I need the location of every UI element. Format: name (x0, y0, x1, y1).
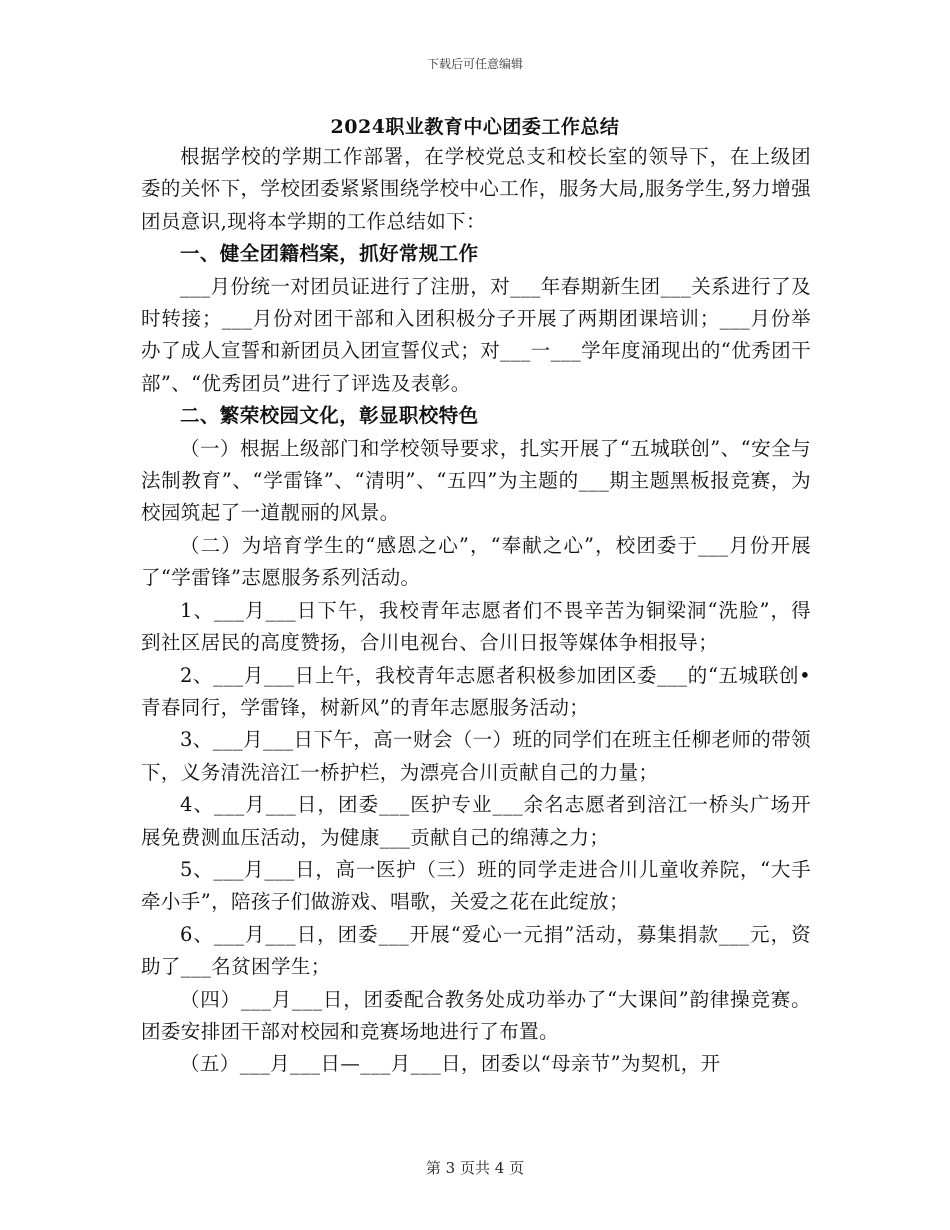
body-paragraph: （四）___月___日，团委配合教务处成功举办了“大课间”韵律操竞赛。团委安排团干部对校园和竞赛场地进行了布置。 (141, 987, 811, 1043)
page-footer-number: 第 3 页共 4 页 (425, 1159, 525, 1177)
intro-paragraph: 根据学校的学期工作部署，在学校党总支和校长室的领导下，在上级团委的关怀下，学校团委紧紧围绕学校中心工作，服务大局,服务学生,努力增强团员意识,现将本学期的工作总结如下： (141, 145, 811, 233)
body-paragraph: ___月份统一对团员证进行了注册，对___年春期新生团___关系进行了及时转接；___月份对团干部和入团积极分子开展了两期团课培训；___月份举办了成人宣誓和新团员入团宣誓仪式；对___一___学年度涌现出的“优秀团干部”、“优秀团员”进行了评选及表彰。 (141, 274, 811, 395)
body-paragraph: （二）为培育学生的“感恩之心”，“奉献之心”，校团委于___月份开展了“学雷锋”志愿服务系列活动。 (141, 533, 811, 590)
list-item-paragraph: 6、___月___日，团委___开展“爱心一元捐”活动，募集捐款___元，资助了___名贫困学生； (141, 922, 811, 979)
document-body (141, 141, 811, 1081)
section-heading-1: 一、健全团籍档案，抓好常规工作 (180, 242, 479, 266)
list-item-paragraph: 1、___月___日下午，我校青年志愿者们不畏辛苦为铜梁洞“洗脸”，得到社区居民的高度赞扬，合川电视台、合川日报等媒体争相报导； (141, 598, 811, 655)
section-heading-2: 二、繁荣校园文化，彰显职校特色 (180, 404, 479, 428)
document-title: 2024职业教育中心团委工作总结 (330, 116, 620, 138)
list-item-paragraph: 3、___月___日下午，高一财会（一）班的同学们在班主任柳老师的带领下，义务清洗涪江一桥护栏，为漂亮合川贡献自己的力量； (141, 728, 811, 784)
list-item-paragraph: 5、___月___日，高一医护（三）班的同学走进合川儿童收养院，“大手牵小手”，陪孩子们做游戏、唱歌，关爱之花在此绽放； (141, 857, 811, 914)
list-item-paragraph: 2、___月___日上午，我校青年志愿者积极参加团区委___的“五城联创•青春同行，学雷锋，树新风”的青年志愿服务活动； (141, 663, 811, 719)
body-paragraph: （五）___月___日—___月___日，团委以“母亲节”为契机，开 (180, 1052, 721, 1076)
list-item-paragraph: 4、___月___日，团委___医护专业___余名志愿者到涪江一桥头广场开展免费测血压活动，为健康___贡献自己的绵薄之力； (141, 793, 811, 849)
page-header-note: 下载后可任意编辑 (426, 57, 523, 71)
body-paragraph: （一）根据上级部门和学校领导要求，扎实开展了“五城联创”、“安全与法制教育”、“学雷锋”、“清明”、“五四”为主题的___期主题黑板报竞赛，为校园筑起了一道靓丽的风景。 (141, 436, 811, 525)
